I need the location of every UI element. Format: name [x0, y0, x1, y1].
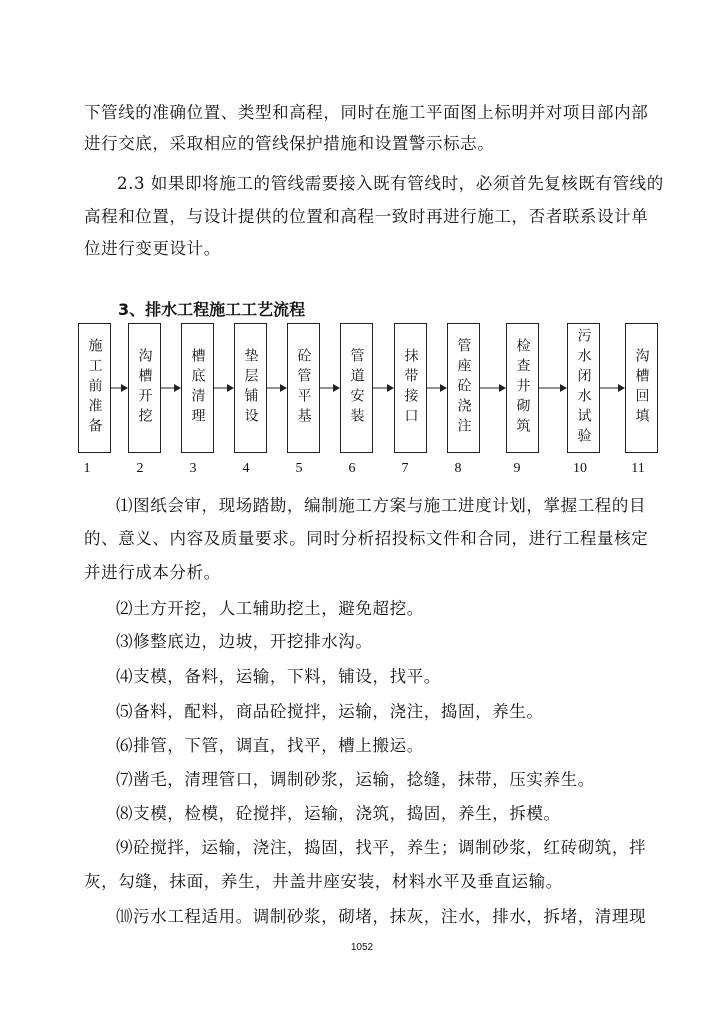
- flow-step-label: 污水闭水试验: [575, 328, 592, 448]
- body-line-7: ⑸备料，配料，商品砼搅拌，运输，浇注，捣固，养生。: [116, 702, 544, 721]
- body-line-2: 的、意义、内容及质量要求。同时分析招投标文件和合同，进行工程量核定: [84, 529, 649, 548]
- body-line-9: ⑺凿毛，清理管口，调制砂浆，运输，捻缝，抹带，压实养生。: [116, 770, 595, 789]
- flow-arrow-icon: [427, 382, 447, 394]
- flow-step-number: 4: [242, 461, 250, 476]
- flow-step-label: 施工前准备: [86, 338, 103, 438]
- flow-arrow-icon: [267, 382, 287, 394]
- flow-step-8: [447, 323, 480, 453]
- flow-arrow-icon: [373, 382, 394, 394]
- flow-step-number: 8: [454, 461, 462, 476]
- flow-step-2: [128, 323, 161, 453]
- body-line-3: 并进行成本分析。: [84, 563, 221, 582]
- flow-step-number: 11: [631, 461, 645, 476]
- intro-line-3: 2.3 如果即将施工的管线需要接入既有管线时，必须首先复核既有管线的: [117, 174, 664, 193]
- body-line-11: ⑼砼搅拌，运输，浇注，捣固，找平，养生；调制砂浆，红砖砌筑，拌: [116, 838, 647, 857]
- flow-step-label: 抹带接口: [402, 348, 419, 428]
- page-number: 1052: [350, 942, 374, 953]
- flow-step-label: 沟槽回填: [633, 348, 650, 428]
- body-line-8: ⑹排管，下管，调直，找平，槽上搬运。: [116, 736, 424, 755]
- flow-step-4: [234, 323, 267, 453]
- flow-step-label: 检查井砌筑: [514, 338, 531, 438]
- flow-step-number: 1: [83, 461, 91, 476]
- flow-step-9: [506, 323, 539, 453]
- section-heading: 3、排水工程施工工艺流程: [118, 300, 306, 319]
- intro-line-1: 下管线的准确位置、类型和高程，同时在施工平面图上标明并对项目部内部: [84, 103, 649, 122]
- intro-line-2: 进行交底，采取相应的管线保护措施和设置警示标志。: [84, 134, 495, 153]
- flow-arrow-icon: [214, 382, 234, 394]
- body-line-10: ⑻支模，检模，砼搅拌，运输，浇筑，捣固，养生，拆模。: [116, 804, 561, 823]
- flow-step-11: [625, 323, 658, 453]
- body-line-13: ⑽污水工程适用。调制砂浆，砌堵，抹灰，注水，排水，拆堵，清理现: [116, 907, 647, 926]
- flow-arrow-icon: [320, 382, 340, 394]
- flow-step-5: [287, 323, 320, 453]
- flow-arrow-icon: [539, 382, 567, 394]
- intro-line-5: 位进行变更设计。: [84, 239, 221, 258]
- body-line-4: ⑵土方开挖，人工辅助挖土，避免超挖。: [116, 599, 424, 618]
- flow-step-6: [340, 323, 373, 453]
- intro-line-4: 高程和位置，与设计提供的位置和高程一致时再进行施工，否者联系设计单: [84, 207, 649, 226]
- body-line-5: ⑶修整底边，边坡，开挖排水沟。: [116, 632, 373, 651]
- flow-step-1: [78, 323, 111, 453]
- flow-arrow-icon: [600, 382, 625, 394]
- body-line-12: 灰，勾缝，抹面，养生，井盖井座安装，材料水平及垂直运输。: [84, 872, 563, 891]
- flow-step-label: 砼管平基: [295, 348, 312, 428]
- flow-step-label: 垫层铺设: [242, 348, 259, 428]
- flow-step-number: 6: [348, 461, 356, 476]
- flow-step-number: 3: [189, 461, 197, 476]
- flow-arrow-icon: [111, 382, 128, 394]
- flow-arrow-icon: [480, 382, 506, 394]
- flow-step-label: 沟槽开挖: [136, 348, 153, 428]
- flow-arrow-icon: [161, 382, 181, 394]
- flow-step-label: 管道安装: [348, 348, 365, 428]
- flow-step-number: 7: [401, 461, 409, 476]
- body-line-1: ⑴图纸会审，现场踏勘，编制施工方案与施工进度计划，掌握工程的目: [116, 496, 647, 515]
- flow-step-number: 10: [573, 461, 587, 476]
- flow-step-number: 5: [295, 461, 303, 476]
- body-line-6: ⑷支模，备料，运输，下料，铺设，找平。: [116, 667, 441, 686]
- flow-step-7: [394, 323, 427, 453]
- flow-step-number: 2: [136, 461, 144, 476]
- flow-step-label: 管座砼浇注: [455, 338, 472, 438]
- flow-step-3: [181, 323, 214, 453]
- flow-step-label: 槽底清理: [189, 348, 206, 428]
- flow-step-number: 9: [513, 461, 521, 476]
- flow-step-10: [567, 323, 600, 453]
